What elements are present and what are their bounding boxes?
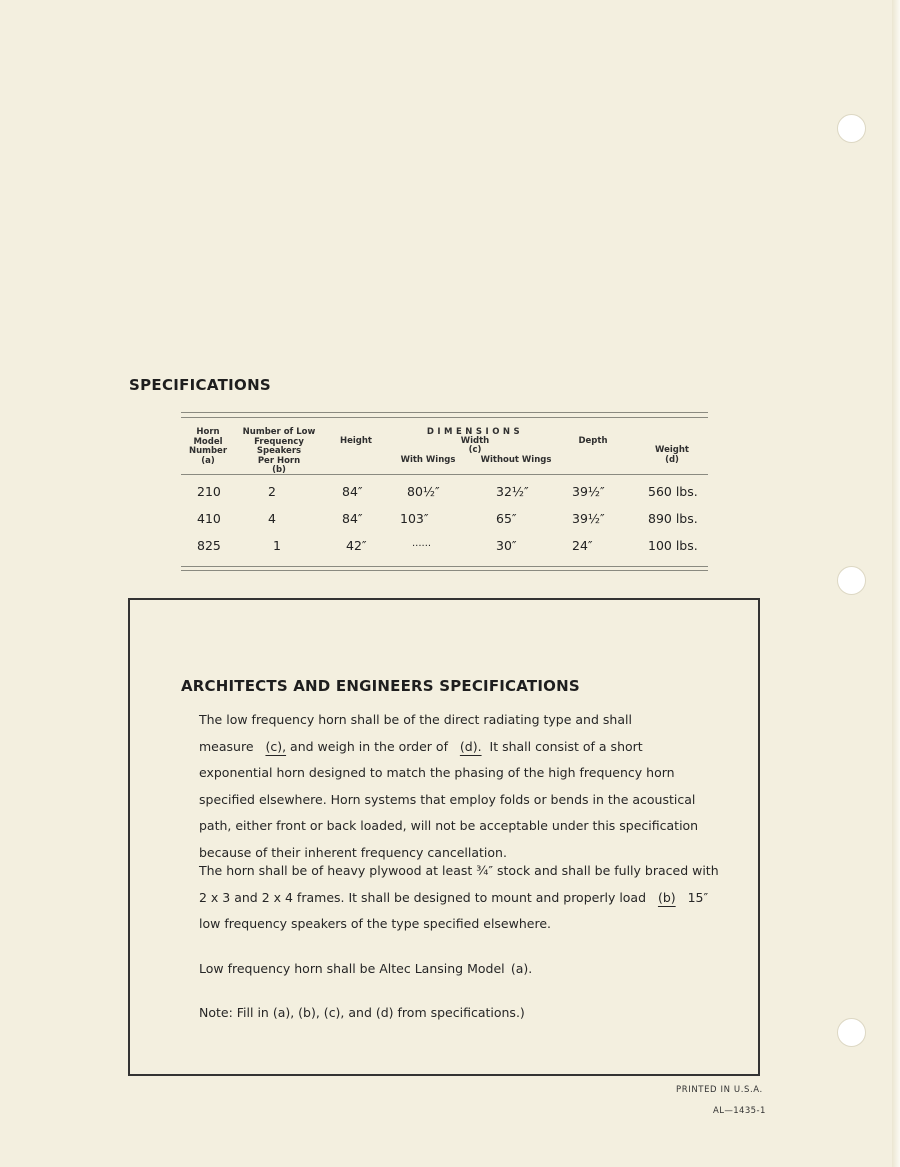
header-rule [181, 474, 708, 475]
table-bottom-rule [181, 566, 708, 567]
cell-without-wings: 30″ [496, 538, 517, 553]
cell-without-wings: 32½″ [496, 484, 529, 499]
specifications-heading: SPECIFICATIONS [129, 376, 272, 394]
cell-weight: 560 lbs. [648, 484, 698, 499]
ae-title: ARCHITECTS AND ENGINEERS SPECIFICATIONS [181, 677, 580, 695]
cell-speakers: 1 [273, 538, 281, 553]
cell-with-wings: 80½″ [407, 484, 440, 499]
cell-height: 42″ [346, 538, 367, 553]
header-without-wings: Without Wings [480, 455, 552, 465]
cell-depth: 39½″ [572, 484, 605, 499]
cell-speakers: 2 [268, 484, 276, 499]
cell-speakers: 4 [268, 511, 276, 526]
header-dimensions: DIMENSIONS [426, 427, 524, 437]
cell-with-wings: 103″ [400, 511, 429, 526]
binder-hole [837, 114, 866, 143]
printed-in-usa: PRINTED IN U.S.A. [676, 1085, 763, 1095]
binder-hole [837, 566, 866, 595]
header-with-wings: With Wings [400, 455, 456, 465]
blank-c: (c), [265, 738, 287, 754]
header-num-speakers: Number of Low Frequency Speakers Per Horn (b) [242, 427, 316, 475]
table-top-rule [181, 412, 708, 413]
cell-with-wings: ...... [412, 538, 432, 549]
header-width-code: (c) [468, 445, 482, 455]
header-height: Height [340, 436, 372, 446]
ae-paragraph-3: Low frequency horn shall be Altec Lansing Model (a). [199, 961, 533, 976]
cell-height: 84″ [342, 511, 363, 526]
cell-model: 410 [197, 511, 221, 526]
cell-weight: 890 lbs. [648, 511, 698, 526]
header-horn-model: Horn Model Number (a) [188, 427, 228, 466]
cell-without-wings: 65″ [496, 511, 517, 526]
cell-weight: 100 lbs. [648, 538, 698, 553]
ae-paragraph-2: The horn shall be of heavy plywood at least ¾″ stock and shall be fully braced with 2 x 3 and 2 x 4 frames. It shall be designed to mount and properly load (b) 15″ low frequency speakers of the type specified elsewhere. [199, 863, 719, 932]
cell-height: 84″ [342, 484, 363, 499]
table-bottom-rule [181, 570, 708, 571]
cell-model: 825 [197, 538, 221, 553]
ae-paragraph-1: The low frequency horn shall be of the direct radiating type and shall measure (c), and weigh in the order of (d). It shall consist of a short exponential horn designed to match the phasing of the high frequency horn specified elsewhere. Horn systems that employ folds or bends in the acoustical path, either front or back loaded, will not be acceptable under this specification because of their inherent frequency cancellation. [199, 712, 699, 860]
cell-depth: 39½″ [572, 511, 605, 526]
blank-b: (b) [657, 889, 676, 905]
document-code: AL—1435-1 [713, 1106, 766, 1116]
header-width: Width [460, 436, 490, 446]
cell-depth: 24″ [572, 538, 593, 553]
table-top-rule [181, 417, 708, 418]
binder-hole [837, 1018, 866, 1047]
header-weight: Weight (d) [655, 445, 689, 465]
cell-model: 210 [197, 484, 221, 499]
header-depth: Depth [578, 436, 608, 446]
blank-d: (d). [459, 738, 482, 754]
ae-note: Note: Fill in (a), (b), (c), and (d) from specifications.) [199, 1005, 525, 1020]
page-edge [892, 0, 900, 1167]
